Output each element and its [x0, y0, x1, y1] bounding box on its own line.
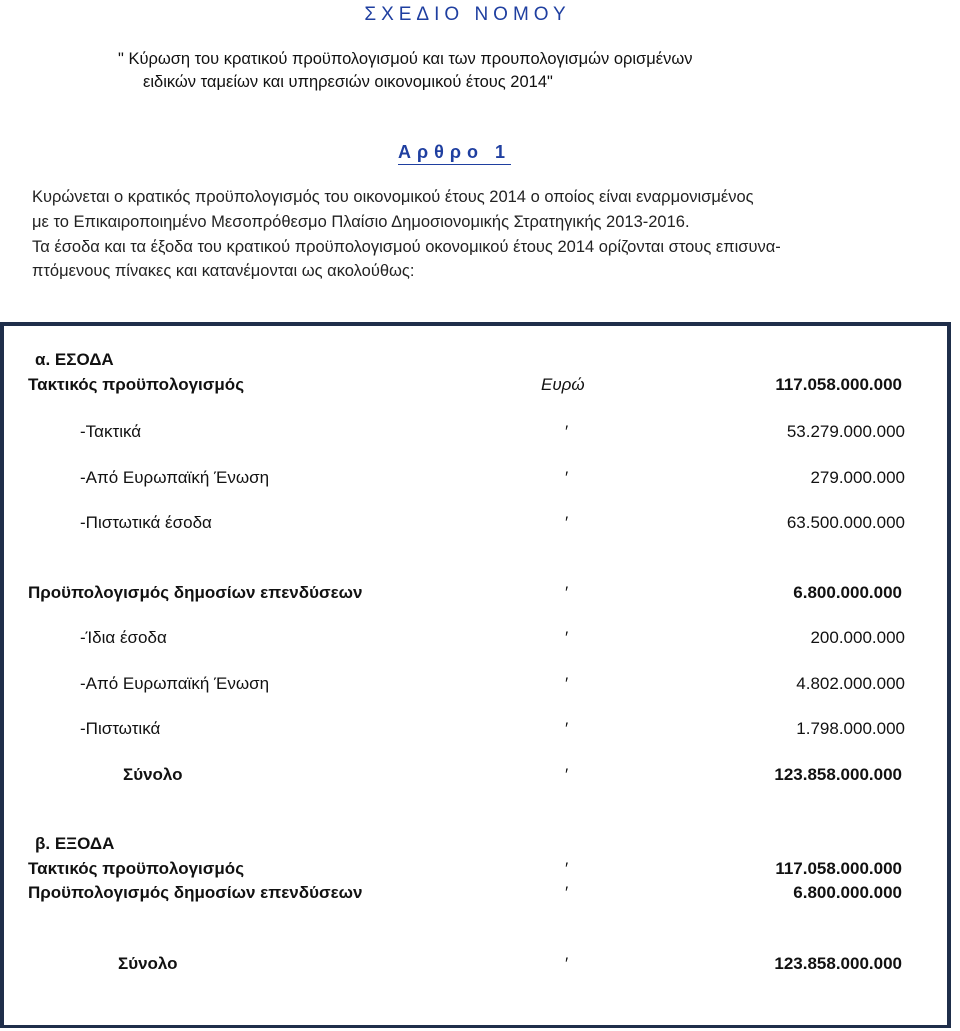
- ditto-mark: ′: [565, 674, 569, 693]
- article-heading: Αρθρο 1: [398, 142, 511, 165]
- revenue-investment-label: Προϋπολογισμός δημοσίων επενδύσεων: [28, 583, 363, 602]
- revenue-item-value: 53.279.000.000: [786, 422, 905, 441]
- ditto-mark: ′: [565, 765, 569, 784]
- revenue-heading: α. ΕΣΟΔΑ: [35, 350, 114, 369]
- revenue-item-value: 63.500.000.000: [786, 513, 905, 532]
- revenue-investment-value: 6.800.000.000: [793, 583, 902, 602]
- revenue-ordinary-label: Τακτικός προϋπολογισμός: [28, 375, 245, 394]
- revenue-item-value: 200.000.000: [810, 628, 905, 647]
- ditto-mark: ′: [565, 719, 569, 738]
- currency-label: Ευρώ: [541, 375, 585, 394]
- revenue-item-label: -Από Ευρωπαϊκή Ένωση: [80, 674, 270, 693]
- expenses-ordinary-label: Τακτικός προϋπολογισμός: [28, 859, 245, 878]
- revenue-item-value: 1.798.000.000: [796, 719, 905, 738]
- revenue-item-label: -Πιστωτικά έσοδα: [80, 513, 212, 532]
- ditto-mark: ′: [565, 859, 569, 878]
- expenses-investment-label: Προϋπολογισμός δημοσίων επενδύσεων: [28, 883, 363, 902]
- revenue-total-value: 123.858.000.000: [774, 765, 902, 784]
- subtitle-line-2: ειδικών ταμείων και υπηρεσιών οικονομικού έτους 2014": [143, 73, 553, 91]
- intro-line-1: Κυρώνεται ο κρατικός προϋπολογισμός του οικονομικού έτους 2014 ο οποίος είναι εναρμονισμένος: [32, 188, 754, 206]
- revenue-item-label: -Από Ευρωπαϊκή Ένωση: [80, 468, 270, 487]
- revenue-item-value: 4.802.000.000: [796, 674, 905, 693]
- ditto-mark: ′: [565, 954, 569, 973]
- revenue-ordinary-value: 117.058.000.000: [775, 375, 902, 394]
- subtitle-line-1: " Κύρωση του κρατικού προϋπολογισμού και των προυπολογισμών ορισμένων: [118, 50, 693, 68]
- expenses-heading: β. ΕΞΟΔΑ: [35, 834, 115, 853]
- expenses-ordinary-value: 117.058.000.000: [775, 859, 902, 878]
- intro-line-3: Τα έσοδα και τα έξοδα του κρατικού προϋπολογισμού οκονομικού έτους 2014 ορίζονται στους επισυνα-: [32, 238, 781, 256]
- expenses-total-value: 123.858.000.000: [774, 954, 902, 973]
- intro-line-4: πτόμενους πίνακες και κατανέμονται ως ακολούθως:: [32, 262, 415, 280]
- intro-line-2: με το Επικαιροποιημένο Μεσοπρόθεσμο Πλαίσιο Δημοσιονομικής Στρατηγικής 2013-2016.: [32, 213, 690, 231]
- expenses-total-label: Σύνολο: [118, 954, 178, 973]
- revenue-item-label: -Τακτικά: [80, 422, 142, 441]
- revenue-item-label: -Ίδια έσοδα: [80, 628, 167, 647]
- document-title: ΣΧΕΔΙΟ ΝΟΜΟΥ: [364, 4, 571, 25]
- ditto-mark: ′: [565, 628, 569, 647]
- expenses-investment-value: 6.800.000.000: [793, 883, 902, 902]
- ditto-mark: ′: [565, 422, 569, 441]
- ditto-mark: ′: [565, 583, 569, 602]
- revenue-total-label: Σύνολο: [123, 765, 183, 784]
- ditto-mark: ′: [565, 883, 569, 902]
- ditto-mark: ′: [565, 468, 569, 487]
- ditto-mark: ′: [565, 513, 569, 532]
- revenue-item-value: 279.000.000: [810, 468, 905, 487]
- revenue-item-label: -Πιστωτικά: [80, 719, 161, 738]
